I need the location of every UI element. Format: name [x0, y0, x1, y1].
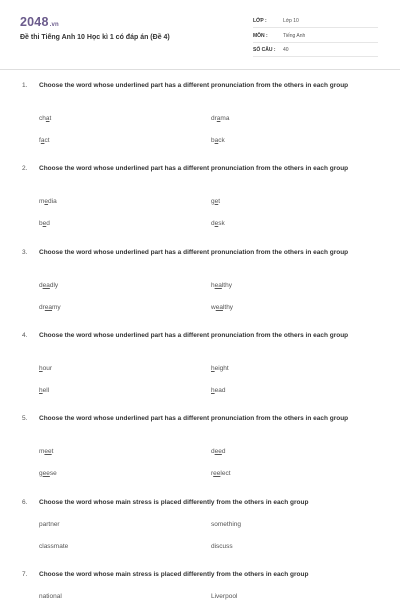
answer-option[interactable]: hell: [39, 387, 50, 394]
answer-option[interactable]: bed: [39, 220, 50, 227]
answer-option[interactable]: media: [39, 198, 57, 205]
answer-option[interactable]: geese: [39, 470, 57, 477]
answer-option[interactable]: head: [211, 387, 226, 394]
answer-option[interactable]: Liverpool: [211, 593, 238, 600]
question-number: 6.: [22, 499, 28, 506]
question-text: Choose the word whose underlined part has a different pronunciation from the others in each group: [39, 331, 349, 339]
question-text: Choose the word whose main stress is placed differently from the others in each group: [39, 498, 309, 506]
answer-option[interactable]: dreamy: [39, 304, 61, 311]
document-header: 2048.vn Đề thi Tiếng Anh 10 Học kì 1 có đáp án (Đề 4) LỚP : Lớp 10 MÔN : Tiếng Anh SỐ CÂU : 40: [0, 0, 400, 62]
question-text: Choose the word whose underlined part has a different pronunciation from the others in each group: [39, 81, 349, 89]
answer-option[interactable]: national: [39, 593, 62, 600]
question-number: 5.: [22, 415, 28, 422]
answer-option[interactable]: wealthy: [211, 304, 234, 311]
answer-option[interactable]: something: [211, 521, 241, 528]
answer-option[interactable]: drama: [211, 115, 230, 122]
answer-option[interactable]: height: [211, 365, 229, 372]
question-number: 4.: [22, 332, 28, 339]
answer-option[interactable]: healthy: [211, 282, 232, 289]
question-number: 2.: [22, 165, 28, 172]
question-text: Choose the word whose main stress is placed differently from the others in each group: [39, 570, 309, 578]
header-divider: [0, 69, 400, 70]
document-title: Đề thi Tiếng Anh 10 Học kì 1 có đáp án (Đề 4): [20, 34, 170, 41]
answer-option[interactable]: chat: [39, 115, 52, 122]
answer-option[interactable]: fact: [39, 137, 50, 144]
answer-option[interactable]: partner: [39, 521, 60, 528]
answer-option[interactable]: deadly: [39, 282, 59, 289]
question-text: Choose the word whose underlined part has a different pronunciation from the others in each group: [39, 248, 349, 256]
answer-option[interactable]: meet: [39, 448, 54, 455]
answer-option[interactable]: desk: [211, 220, 225, 227]
question-text: Choose the word whose underlined part has a different pronunciation from the others in each group: [39, 164, 349, 172]
answer-option[interactable]: reelect: [211, 470, 231, 477]
answer-option[interactable]: get: [211, 198, 221, 205]
answer-option[interactable]: deed: [211, 448, 226, 455]
site-logo[interactable]: 2048.vn: [20, 15, 59, 29]
question-number: 1.: [22, 82, 28, 89]
answer-option[interactable]: classmate: [39, 543, 69, 550]
question-text: Choose the word whose underlined part has a different pronunciation from the others in each group: [39, 414, 349, 422]
answer-option[interactable]: hour: [39, 365, 53, 372]
question-number: 3.: [22, 249, 28, 256]
question-number: 7.: [22, 571, 28, 578]
answer-option[interactable]: back: [211, 137, 225, 144]
answer-option[interactable]: discuss: [211, 543, 233, 550]
